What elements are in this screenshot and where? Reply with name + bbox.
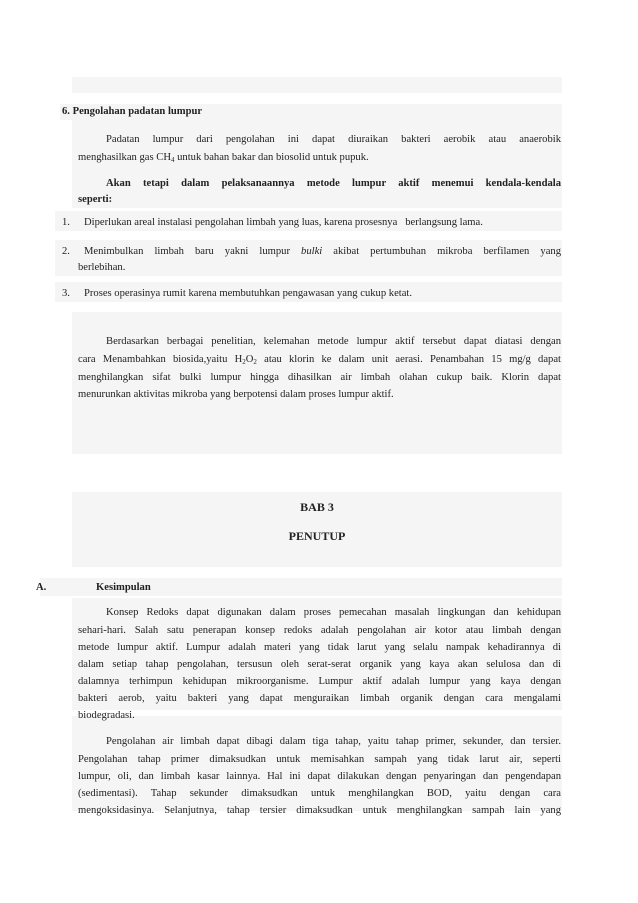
paragraph-line: dalam setiap tahap pengolahan, tersusun oleh serat-serat organik yang kaya akan selulosa dan di <box>78 659 561 670</box>
paragraph-line: menghilangkan sifat bulki lumpur hingga dihasilkan air limbah olahan cukup baik. Klorin dapat <box>78 372 561 383</box>
text-segment: cara Menambahkan biosida,yaitu H <box>78 354 243 365</box>
paragraph-line: Berdasarkan berbagai penelitian, kelemahan metode lumpur aktif tersebut dapat diatasi dengan <box>106 336 561 347</box>
emphasis: bulki <box>301 246 323 257</box>
list-number: 1. <box>62 217 70 228</box>
text-segment: Menimbulkan limbah baru yakni lumpur <box>84 246 302 257</box>
paragraph-line: Konsep Redoks dapat digunakan dalam proses pemecahan masalah lingkungan dan kehidupan <box>106 607 561 618</box>
section-heading: Kesimpulan <box>96 582 151 593</box>
paragraph-line: biodegradasi. <box>78 710 135 721</box>
paragraph-line: metode lumpur aktif. Lumpur adalah materi yang tidak larut yang selalu nampak kehadirannya di <box>78 642 561 653</box>
paragraph-line: Pengolahan air limbah dapat dibagi dalam tiga tahap, yaitu tahap primer, sekunder, dan tersier. <box>106 736 561 747</box>
paragraph-line: Akan tetapi dalam pelaksanaannya metode lumpur aktif menemui kendala-kendala <box>106 178 561 189</box>
paragraph-line: bakteri aerob, yaitu bakteri yang dapat menguraikan limbah organik dengan cara mengalami <box>78 693 561 704</box>
paragraph-line <box>78 150 369 165</box>
paragraph-line: seperti: <box>78 194 113 205</box>
section-letter: A. <box>36 582 47 593</box>
paragraph-line <box>78 352 561 367</box>
section-heading: 6. Pengolahan padatan lumpur <box>62 106 203 117</box>
paragraph-line: Padatan lumpur dari pengolahan ini dapat diuraikan bakteri aerobik atau anaerobik <box>106 134 561 145</box>
paragraph-line: mengoksidasinya. Selanjutnya, tahap tersier dimaksudkan untuk menghilangkan sampah lain yang <box>78 805 561 816</box>
chapter-label: BAB 3 <box>300 500 334 514</box>
subscript: 2 <box>242 358 246 366</box>
paragraph-line: (sedimentasi). Tahap sekunder dimaksudkan untuk menghilangkan BOD, yaitu dengan cara <box>78 788 561 799</box>
list-number: 3. <box>62 288 70 299</box>
list-item-text: Diperlukan areal instalasi pengolahan limbah yang luas, karena prosesnya berlangsung lama. <box>84 217 483 228</box>
text-segment: O <box>245 354 254 365</box>
text-segment: menghasilkan gas CH <box>78 152 171 163</box>
paragraph-line: menurunkan aktivitas mikroba yang berpotensi dalam proses lumpur aktif. <box>78 389 394 400</box>
shade-band <box>72 77 562 93</box>
list-item-text: berlebihan. <box>78 262 126 273</box>
subscript: 4 <box>170 156 175 164</box>
chapter-title: PENUTUP <box>288 529 346 543</box>
list-item-text <box>84 244 561 259</box>
paragraph-line: Pengolahan tahap primer dimaksudkan untuk memisahkan sampah yang tidak larut air, seperti <box>78 754 561 765</box>
paragraph-line: dalamnya terhimpun kehidupan mikroorganisme. Lumpur aktif adalah lumpur yang kaya dengan <box>78 676 561 687</box>
subscript: 2 <box>253 358 257 366</box>
text-segment: untuk bahan bakar dan biosolid untuk pupuk. <box>174 152 369 163</box>
paragraph-line: lumpur, oli, dan limbah kasar lainnya. Hal ini dapat dilakukan dengan penyaringan dan pengendapan <box>78 771 561 782</box>
list-number: 2. <box>62 246 70 257</box>
list-item-text: Proses operasinya rumit karena membutuhkan pengawasan yang cukup ketat. <box>84 288 413 299</box>
text-segment: akibat pertumbuhan mikroba berfilamen yang <box>322 246 561 257</box>
paragraph-line: sehari-hari. Salah satu penerapan konsep redoks adalah pengolahan air kotor atau limbah dengan <box>78 625 561 636</box>
text-segment: atau klorin ke dalam unit aerasi. Penambahan 15 mg/g dapat <box>256 354 561 365</box>
